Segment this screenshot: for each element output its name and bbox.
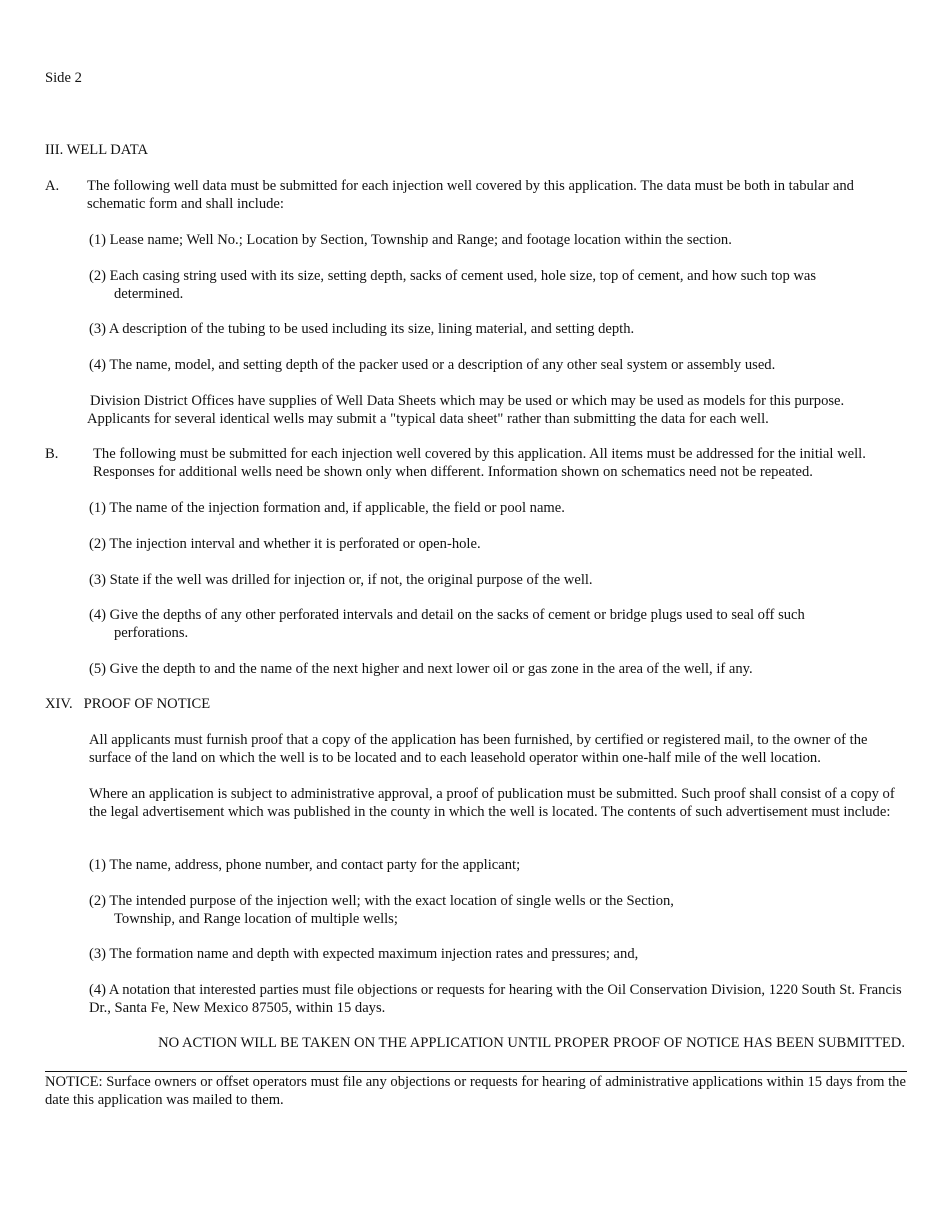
section-b-intro: The following must be submitted for each injection well covered by this application. All items must be addressed for the initial well. Responses for additional wells need be shown only when different. Information shown on schematics need not be repeated. xyxy=(93,446,866,480)
notice-text: NOTICE: Surface owners or offset operators must file any objections or requests for hearing of administrative applications within 15 days from the date this application was mailed to them. xyxy=(45,1074,906,1108)
section-a-intro: The following well data must be submitted for each injection well covered by this application. The data must be both in tabular and schematic form and shall include: xyxy=(87,178,854,212)
proof-item-2-line2: Township, and Range location of multiple wells; xyxy=(114,911,398,927)
section-3-title: III. WELL DATA xyxy=(45,142,148,158)
proof-warning: NO ACTION WILL BE TAKEN ON THE APPLICATION UNTIL PROPER PROOF OF NOTICE HAS BEEN SUBMITTED. xyxy=(158,1035,905,1051)
proof-item-2-line1: (2) The intended purpose of the injection well; with the exact location of single wells or the Section, xyxy=(89,893,674,909)
section-b-item-3: (3) State if the well was drilled for injection or, if not, the original purpose of the well. xyxy=(89,572,593,588)
section-a-note-line2: Applicants for several identical wells may submit a "typical data sheet" rather than submitting the data for each well. xyxy=(87,411,769,427)
proof-item-3: (3) The formation name and depth with expected maximum injection rates and pressures; and, xyxy=(89,946,639,962)
section-a-item-2-line2: determined. xyxy=(114,286,184,302)
section-b-item-1: (1) The name of the injection formation and, if applicable, the field or pool name. xyxy=(89,500,565,516)
proof-item-2 xyxy=(89,892,909,928)
section-b-item-4-line1: (4) Give the depths of any other perforated intervals and detail on the sacks of cement or bridge plugs used to seal off such xyxy=(89,607,805,623)
side-label: Side 2 xyxy=(45,70,82,86)
section-b-item-2: (2) The injection interval and whether it is perforated or open-hole. xyxy=(89,536,481,552)
proof-item-1: (1) The name, address, phone number, and contact party for the applicant; xyxy=(89,857,521,873)
section-a-item-4: (4) The name, model, and setting depth of the packer used or a description of any other seal system or assembly used. xyxy=(89,357,776,373)
section-a-item-2 xyxy=(89,267,909,303)
section-a-note-line1: Division District Offices have supplies of Well Data Sheets which may be used or which may be used as models for this purpose. xyxy=(90,393,845,409)
notice-divider xyxy=(45,1071,907,1072)
section-a-item-2-line1: (2) Each casing string used with its size, setting depth, sacks of cement used, hole size, top of cement, and how such top was xyxy=(89,268,817,284)
section-a-item-3: (3) A description of the tubing to be used including its size, lining material, and setting depth. xyxy=(89,321,635,337)
section-b-item-4 xyxy=(89,606,909,642)
section-b-letter: B. xyxy=(45,446,59,462)
section-14-title: XIV. PROOF OF NOTICE xyxy=(45,696,211,712)
section-b-item-5: (5) Give the depth to and the name of the next higher and next lower oil or gas zone in the area of the well, if any. xyxy=(89,661,753,677)
section-b-item-4-line2: perforations. xyxy=(114,625,189,641)
proof-paragraph-1: All applicants must furnish proof that a copy of the application has been furnished, by certified or registered mail, to the owner of the surface of the land on which the well is to be located and to each leasehold operator within one-half mile of the well location. xyxy=(89,732,868,766)
proof-item-4: (4) A notation that interested parties must file objections or requests for hearing with the Oil Conservation Division, 1220 South St. Francis Dr., Santa Fe, New Mexico 87505, within 15 days. xyxy=(89,982,902,1016)
section-a-item-1: (1) Lease name; Well No.; Location by Section, Township and Range; and footage location within the section. xyxy=(89,232,732,248)
proof-paragraph-2: Where an application is subject to administrative approval, a proof of publication must be submitted. Such proof shall consist of a copy of the legal advertisement which was published in the county in which the well is located. The contents of such advertisement must include: xyxy=(89,786,895,820)
section-a-letter: A. xyxy=(45,178,60,194)
